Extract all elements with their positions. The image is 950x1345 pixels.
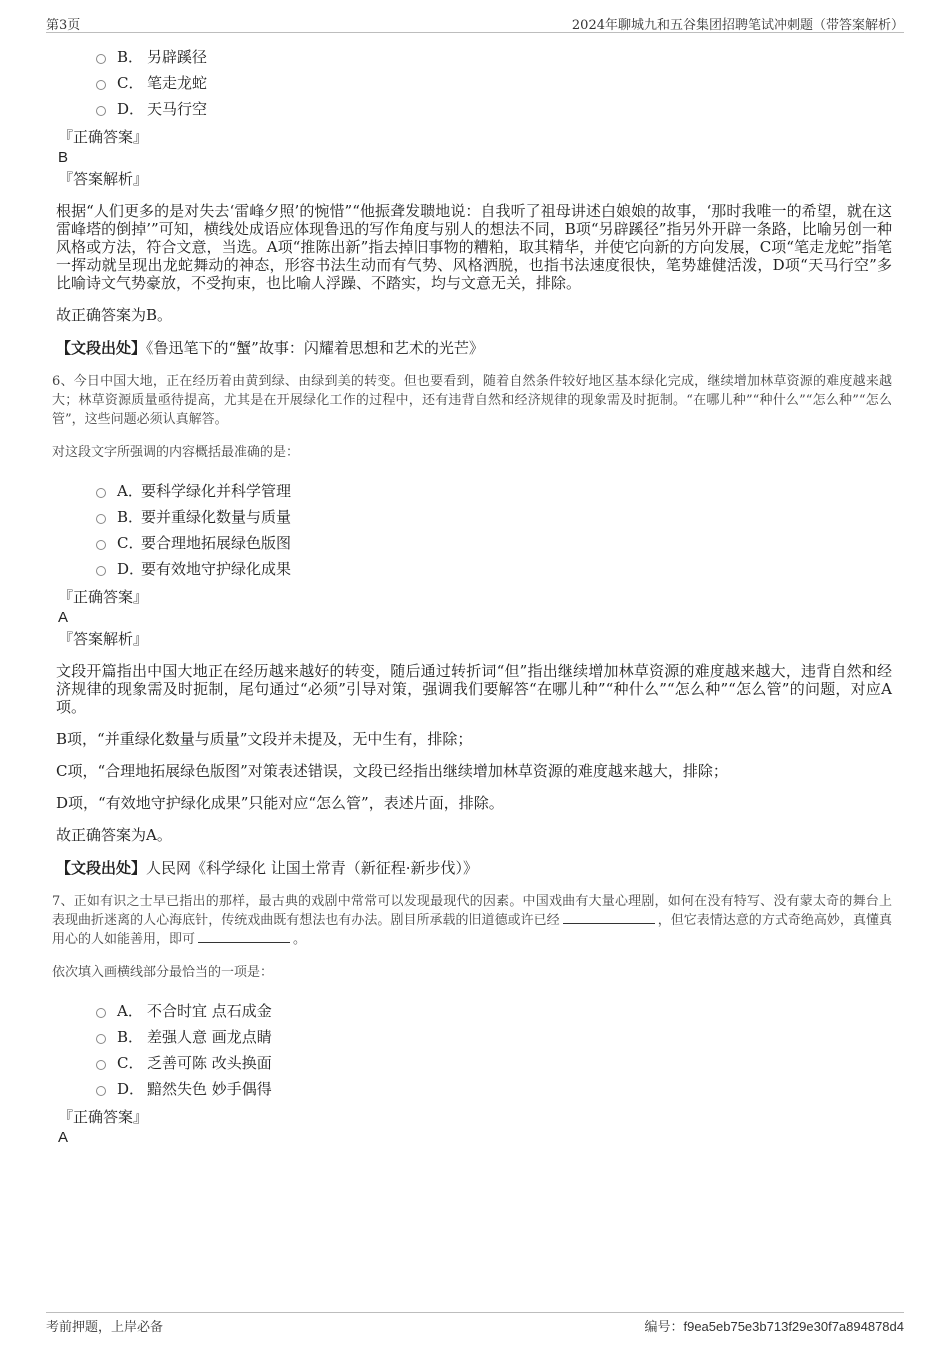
q5-options [56, 44, 892, 122]
analysis-label: 『答案解析』 [58, 630, 149, 648]
source: 【文段出处】《鲁迅笔下的“蟹”故事：闪耀着思想和艺术的光芒》 [56, 339, 484, 357]
document-code: 编号：f9ea5eb75e3b713f29e30f7a894878d4 [644, 1319, 904, 1335]
option-d[interactable]: D． 要有效地守护绿化成果 [96, 556, 892, 582]
q6-options [56, 478, 892, 582]
answer-value: A [58, 1129, 69, 1146]
option-d[interactable]: D． 天马行空 [96, 96, 892, 122]
option-c[interactable]: C． 笔走龙蛇 [96, 70, 892, 96]
radio-icon[interactable] [96, 566, 106, 576]
radio-icon[interactable] [96, 488, 106, 498]
page-header [46, 12, 904, 33]
document-title: 2024年聊城九和五谷集团招聘笔试冲刺题（带答案解析） [571, 18, 904, 33]
answer-label: 『正确答案』 [58, 128, 149, 146]
q7-options [56, 998, 892, 1102]
page-footer [46, 1312, 904, 1339]
radio-icon[interactable] [96, 540, 106, 550]
source: 【文段出处】人民网《科学绿化 让国土常青（新征程·新步伐）》 [56, 859, 479, 877]
radio-icon[interactable] [96, 1060, 106, 1070]
footer-slogan: 考前押题，上岸必备 [46, 1320, 164, 1335]
analysis-text: D项，“有效地守护绿化成果”只能对应“怎么管”，表述片面，排除。 [56, 794, 504, 812]
radio-icon[interactable] [96, 106, 106, 116]
radio-icon[interactable] [96, 514, 106, 524]
question-6: 6、今日中国大地，正在经历着由黄到绿、由绿到美的转变。但也要看到，随着自然条件较好地区基本绿化完成，继续增加林草资源的难度越来越大；林草资源质量亟待提高，尤其是在开展绿化工作的过程中，还有违背自然和经济规律的现象需及时扼制。“在哪儿种”“种什么”“怎么种”“怎么管”，这些问题必须认真解答。 [52, 374, 892, 427]
question-7: 7、正如有识之士早已指出的那样，最古典的戏剧中常常可以发现最现代的因素。中国戏曲有大量心理剧，如何在没有特写、没有蒙太奇的舞台上表现曲折迷离的人心海底针，传统戏曲既有想法也有办法。剧目所承载的旧道德或许已经 ，但它表情达意的方式奇绝高妙，真懂真用心的人如能善用，即可 。 [52, 894, 892, 947]
analysis-text: B项，“并重绿化数量与质量”文段并未提及，无中生有，排除； [56, 730, 473, 748]
option-d[interactable]: D． 黯然失色 妙手偶得 [96, 1076, 892, 1102]
page-number: 第3页 [46, 18, 81, 33]
question-6-prompt: 对这段文字所强调的内容概括最准确的是： [52, 445, 300, 460]
option-c[interactable]: C． 乏善可陈 改头换面 [96, 1050, 892, 1076]
analysis-label: 『答案解析』 [58, 170, 149, 188]
option-b[interactable]: B． 要并重绿化数量与质量 [96, 504, 892, 530]
page-content [52, 44, 892, 1148]
radio-icon[interactable] [96, 1086, 106, 1096]
conclusion: 故正确答案为A。 [56, 826, 172, 844]
blank-line [563, 911, 655, 924]
analysis-text: 文段开篇指出中国大地正在经历越来越好的转变，随后通过转折词“但”指出继续增加林草资源的难度越来越大，违背自然和经济规律的现象需及时扼制，尾句通过“必须”引导对策，强调我们要解答“在哪儿种”“种什么”“怎么种”“怎么管”的问题，对应A项。 [56, 662, 892, 716]
radio-icon[interactable] [96, 1008, 106, 1018]
option-c[interactable]: C． 要合理地拓展绿色版图 [96, 530, 892, 556]
answer-value: B [58, 149, 69, 166]
radio-icon[interactable] [96, 80, 106, 90]
analysis-text: C项，“合理地拓展绿色版图”对策表述错误，文段已经指出继续增加林草资源的难度越来越大，排除； [56, 762, 728, 780]
option-a[interactable]: A． 不合时宜 点石成金 [96, 998, 892, 1024]
question-7-prompt: 依次填入画横线部分最恰当的一项是： [52, 965, 274, 980]
answer-label: 『正确答案』 [58, 1108, 149, 1126]
answer-label: 『正确答案』 [58, 588, 149, 606]
answer-value: A [58, 609, 69, 626]
analysis-text: 根据“人们更多的是对失去‘雷峰夕照’的惋惜”“他振聋发聩地说：自我听了祖母讲述白娘娘的故事，‘那时我唯一的希望，就在这雷峰塔的倒掉’”可知，横线处成语应体现鲁迅的写作角度与别人的想法不同，B项“另辟蹊径”指另外开辟一条路，比喻另创一种风格或方法，符合文意，当选。A项“推陈出新”指去掉旧事物的糟粕，取其精华，并使它向新的方向发展，C项“笔走龙蛇”指笔一挥动就呈现出龙蛇舞动的神态，形容书法生动而有气势、风格洒脱，也指书法速度很快，笔势雄健活泼，D项“天马行空”多比喻诗文气势豪放，不受拘束，也比喻人浮躁、不踏实，均与文意无关，排除。 [56, 202, 892, 292]
option-b[interactable]: B． 另辟蹊径 [96, 44, 892, 70]
blank-line [198, 930, 290, 943]
radio-icon[interactable] [96, 1034, 106, 1044]
option-b[interactable]: B． 差强人意 画龙点睛 [96, 1024, 892, 1050]
option-a[interactable]: A． 要科学绿化并科学管理 [96, 478, 892, 504]
radio-icon[interactable] [96, 54, 106, 64]
conclusion: 故正确答案为B。 [56, 306, 173, 324]
